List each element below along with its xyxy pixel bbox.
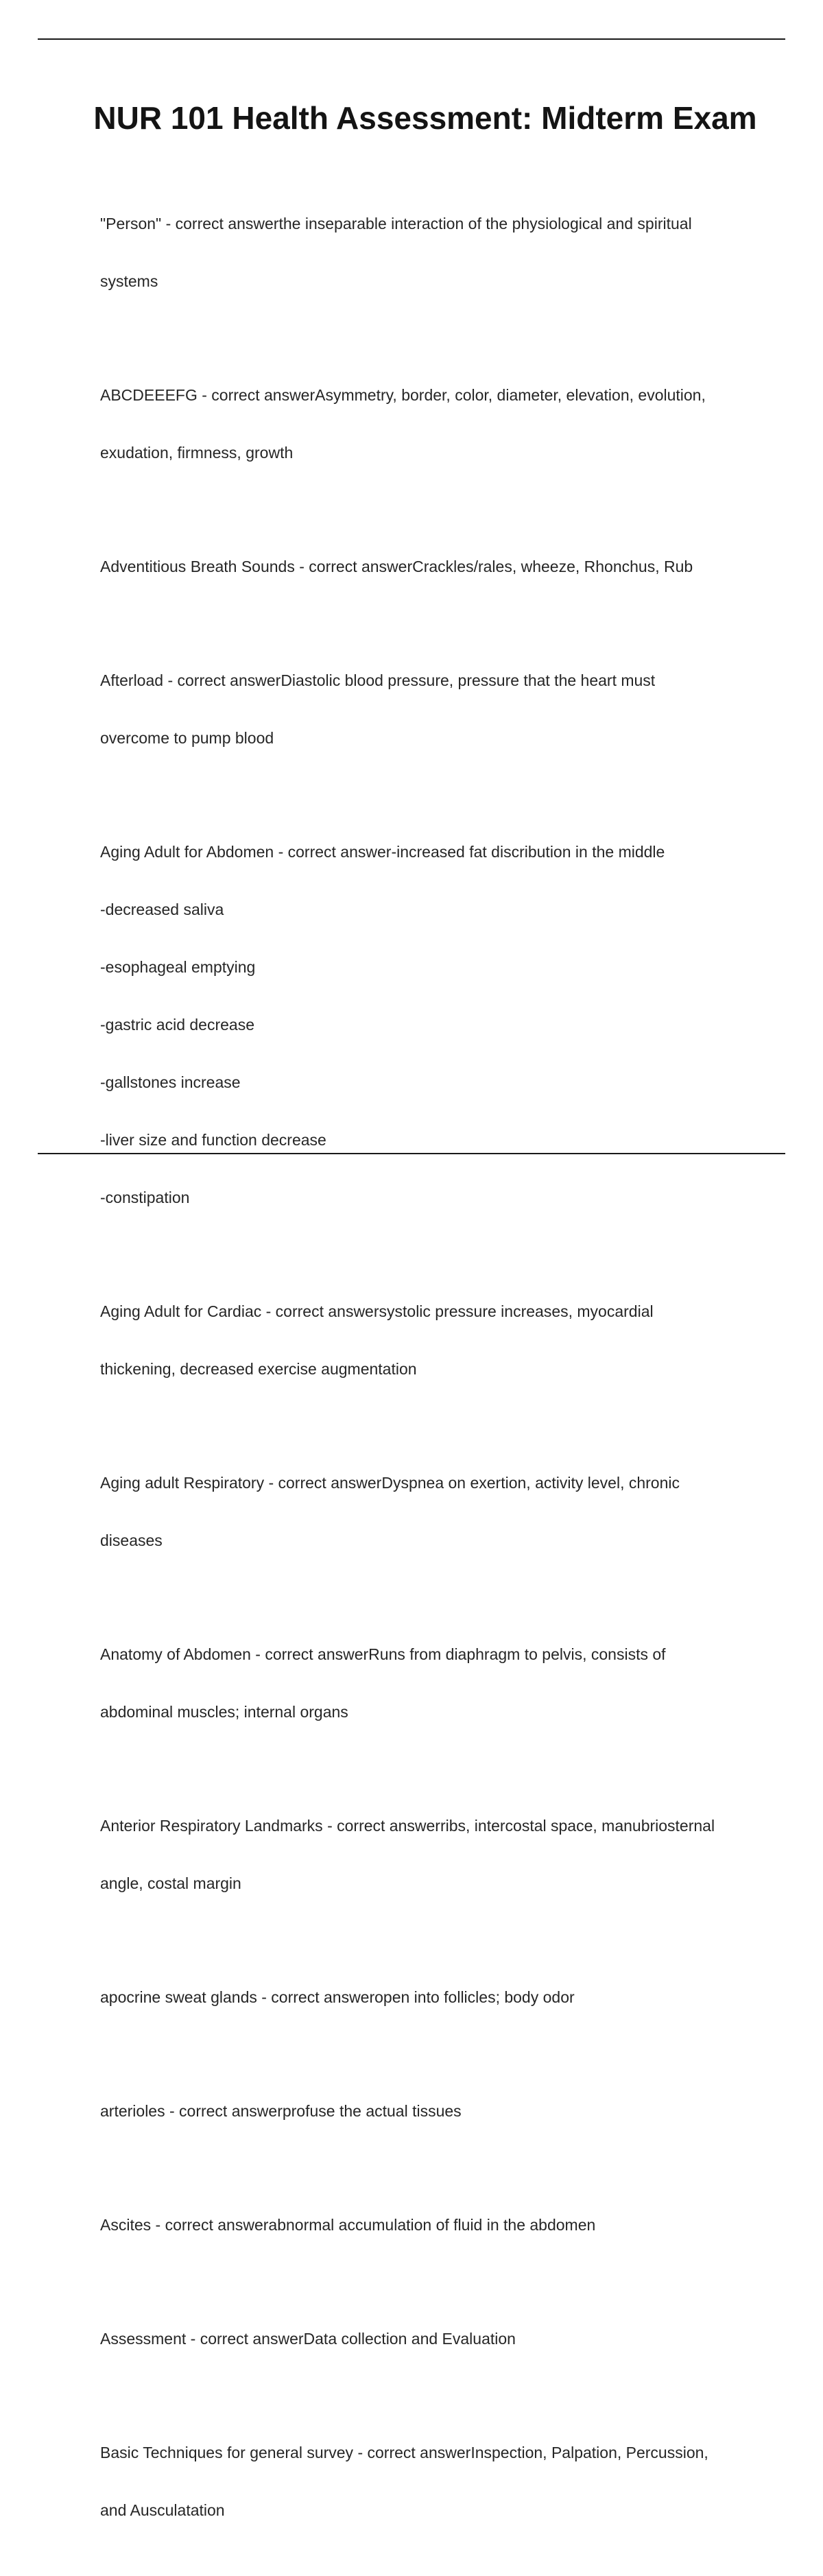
entry-line: abdominal muscles; internal organs <box>100 1703 348 1721</box>
entry-line: ABCDEEEFG - correct answerAsymmetry, border, color, diameter, elevation, evolution, <box>100 386 706 404</box>
list-item <box>100 632 759 786</box>
entry-line: apocrine sweat glands - correct answeropen into follicles; body odor <box>100 1988 575 2006</box>
entry-line: arterioles - correct answerprofuse the actual tissues <box>100 2102 462 2120</box>
entry-line: -liver size and function decrease <box>100 1131 326 1149</box>
entry-line: systems <box>100 272 158 290</box>
entry-line: Afterload - correct answerDiastolic blood pressure, pressure that the heart must <box>100 671 656 689</box>
list-item <box>100 1606 759 1760</box>
list-item <box>100 518 759 615</box>
top-rule <box>38 38 785 40</box>
list-item <box>100 804 759 1245</box>
list-item <box>100 1949 759 2045</box>
entry-line: diseases <box>100 1531 163 1549</box>
list-item <box>100 2405 759 2558</box>
list-item <box>100 2063 759 2159</box>
entry-line: Basic Techniques for general survey - correct answerInspection, Palpation, Percussion, <box>100 2444 708 2461</box>
entry-line: Aging adult Respiratory - correct answerDyspnea on exertion, activity level, chronic <box>100 1474 680 1492</box>
entry-line: -gallstones increase <box>100 1073 241 1091</box>
entry-line: Assessment - correct answerData collection and Evaluation <box>100 2330 516 2348</box>
entry-line: and Ausculatation <box>100 2501 225 2519</box>
entry-line: thickening, decreased exercise augmentation <box>100 1360 417 1378</box>
flashcard-list <box>100 176 759 2576</box>
list-item <box>100 2177 759 2273</box>
entry-line: -constipation <box>100 1189 190 1206</box>
entry-line: Anterior Respiratory Landmarks - correct answerribs, intercostal space, manubriosternal <box>100 1817 715 1835</box>
entry-line: Anatomy of Abdomen - correct answerRuns from diaphragm to pelvis, consists of <box>100 1645 666 1663</box>
list-item <box>100 2291 759 2387</box>
list-item <box>100 1778 759 1931</box>
entry-line: Aging Adult for Cardiac - correct answersystolic pressure increases, myocardial <box>100 1302 654 1320</box>
entry-line: Aging Adult for Abdomen - correct answer-increased fat discribution in the middle <box>100 843 665 861</box>
entry-line: overcome to pump blood <box>100 729 274 747</box>
list-item <box>100 347 759 501</box>
entry-line: "Person" - correct answerthe inseparable interaction of the physiological and spiritual <box>100 215 692 232</box>
entry-line: -esophageal emptying <box>100 958 256 976</box>
entry-line: -decreased saliva <box>100 901 224 918</box>
list-item <box>100 176 759 329</box>
list-item <box>100 1263 759 1417</box>
entry-line: Adventitious Breath Sounds - correct answerCrackles/rales, wheeze, Rhonchus, Rub <box>100 558 693 575</box>
list-item <box>100 1435 759 1588</box>
bottom-rule <box>38 1153 785 1154</box>
entry-line: exudation, firmness, growth <box>100 444 294 462</box>
entry-line: angle, costal margin <box>100 1874 241 1892</box>
document-title: NUR 101 Health Assessment: Midterm Exam <box>93 100 757 136</box>
entry-line: -gastric acid decrease <box>100 1016 254 1034</box>
entry-line: Ascites - correct answerabnormal accumulation of fluid in the abdomen <box>100 2216 596 2234</box>
